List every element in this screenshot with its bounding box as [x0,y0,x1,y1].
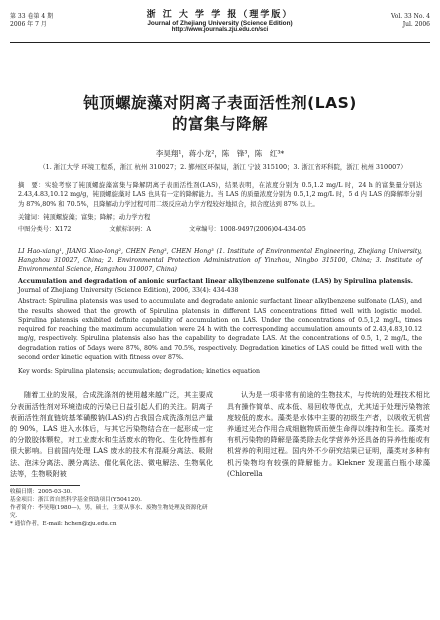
date-zh: 2006 年 7 月 [10,21,47,28]
footnote-bio: 作者简介：李昊翔(1980—)，男，硕士，主要从事水、废物生物处理及资源化研究. [10,504,208,519]
authors-en: LI Hao-xiang¹, JIANG Xiao-long², CHEN Feng³, CHEN Hong³ (1. Institute of Environmental Engineering, Zhejiang University, Hangzhou 310027, China; 2. Environmental Protection Administration of Yinzhou, Ningbo 315100, China; 3. Institute of Environmental Science, Hangzhou 310007, China) [18,248,422,274]
body-text-left: 随着工业的发展，合成洗涤剂的使用越来越广泛，其主要成分表面活性剂对环境造成的污染已日益引起人们的关注。阴离子表面活性剂直链烷基苯磺酸钠(LAS)约占我国合成洗涤剂总产量的 90%，LAS 进入水体后，与其它污染物结合在一起形成一定的分散胶体颗粒，对工业废水和生活废水的物化、生化特性都有很大影响。目前国内处理 LAS 废水的技术有混凝分离法、吸附法、泡沫分离法、膜分离法、催化氧化法、微电解法、生物氧化法等，生物吸附被 [10,390,213,478]
title-line-2: 的富集与降解 [171,115,268,133]
date-en: Jul. 2006 [402,21,430,28]
title-en: Accumulation and degradation of anionic surfactant linear alkylbenzene sulfonate (LAS) by Spirulina platensis. [18,278,413,286]
title-line-1: 钝顶螺旋藻对阴离子表面活性剂(LAS) [83,94,357,112]
journal-citation-en: Journal of Zhejiang University (Science Edition), 2006, 33(4): 434-438 [18,287,239,295]
body-column-right [227,389,430,528]
journal-url[interactable]: http://www.journals.zju.edu.cn/sci [171,27,269,33]
body-column-left [10,389,213,528]
footnote-fund: 基金项目：浙江省自然科学基金资助项目(Y504120). [10,496,142,503]
running-header [10,7,430,45]
header-rule [10,42,430,43]
affiliations-zh: （1. 浙江大学 环境工程系，浙江 杭州 310027；2. 鄞州区环保局，浙江 宁波 315100；3. 浙江省环科院，浙江 杭州 310007） [39,163,407,171]
keywords-en: Key words: Spirulina platensis; accumulation; degradation; kinetics equation [18,368,260,376]
volume-en: Vol. 33 No. 4 [390,13,430,20]
header-left [10,13,53,29]
abstract-en: Abstract: Spirulina platensis was used to accumulate and degradate anionic surfactant linear alkylbenzene sulfonate (LAS), and the results showed that the growth of Spirulina platensis in different LAS concentrations fitted well with logistic model. Spirulina platensis exhibited definite capability of accumulation on LAS. Under the concentrations of 0.5,1,2 mg/L, times required for reaching the maximum accumulation were 24 h with the corresponding accumulation amounts of 2.43,4.83,10.12 mg/g, respectively. Spirulina platensis also has the capability to degradate LAS. At the concentrations of 0.5, 1, 2 mg/L, the degradation ratios of 5days were 87%, 80% and 70.5%, respectively. Degradation kinetics of LAS could be fitted well with the second order kinetic equation with fitness over 87%. [18,298,422,362]
footnotes [10,488,213,528]
footnote-received: 收稿日期：2005-03-30. [10,488,72,495]
footnote-rule [10,485,80,486]
abstract-zh: 摘 要：实验考察了钝顶螺旋藻富集与降解阴离子表面活性剂(LAS)，结果表明，在浓度分别为 0.5,1.2 mg/L 时，24 h 的富集量分别达 2.43,4.83,10.12 mg/g，钝顶螺旋藻对 LAS 也具有一定的降解能力。当 LAS 的质量浓度分别为 0.5,1,2 mg/L 时，5 d 内 LAS 的降解率分别为 87%,80% 和 70.5%，且降解动力学过程可用二级反应动力学方程较好地拟合，拟合度达到 87% 以上。 [18,181,422,208]
classification-row [18,224,422,233]
authors-zh: 李昊翔¹，蒋小龙²，陈 锋³，陈 红³* [155,149,285,158]
keywords-zh: 关键词：钝顶螺旋藻；富集；降解；动力学方程 [18,214,151,222]
volume-zh: 第 33 卷第 4 期 [10,13,54,20]
article-title [10,93,430,135]
article-number: 文章编号：1008-9497(2006)04-434-05 [188,226,306,234]
journal-masthead [100,7,340,33]
footnote-corresponding: * 通信作者，E-mail: hchen@zju.edu.cn [10,520,117,527]
journal-title-en: Journal of Zhejiang University (Science Edition) [147,20,293,27]
document-code: 文献标识码：A [109,226,151,234]
body-columns [10,389,430,528]
header-right [391,13,430,29]
body-text-right: 认为是一项非常有前途的生物技术，与传统的处理技术相比具有操作简单、成本低、易回收等优点，尤其适于处理污染物浓度较低的废水。藻类是水体中主要的初级生产者，以吸收无机营养通过光合作用合成细胞物质而使生命得以维持和生长。藻类对有机污染物的降解是藻类除去化学营养外还具备的异养性能或有机营养的利用过程。国内外不少研究结果已证明，藻类对多种有机污染物均有较强的降解能力。Klekner 发现蓝白瓶小球藻(Chlorella [227,390,430,478]
clc-number: 中图分类号：X172 [18,226,72,234]
journal-title-zh: 浙 江 大 学 学 报（理学版） [146,10,294,20]
